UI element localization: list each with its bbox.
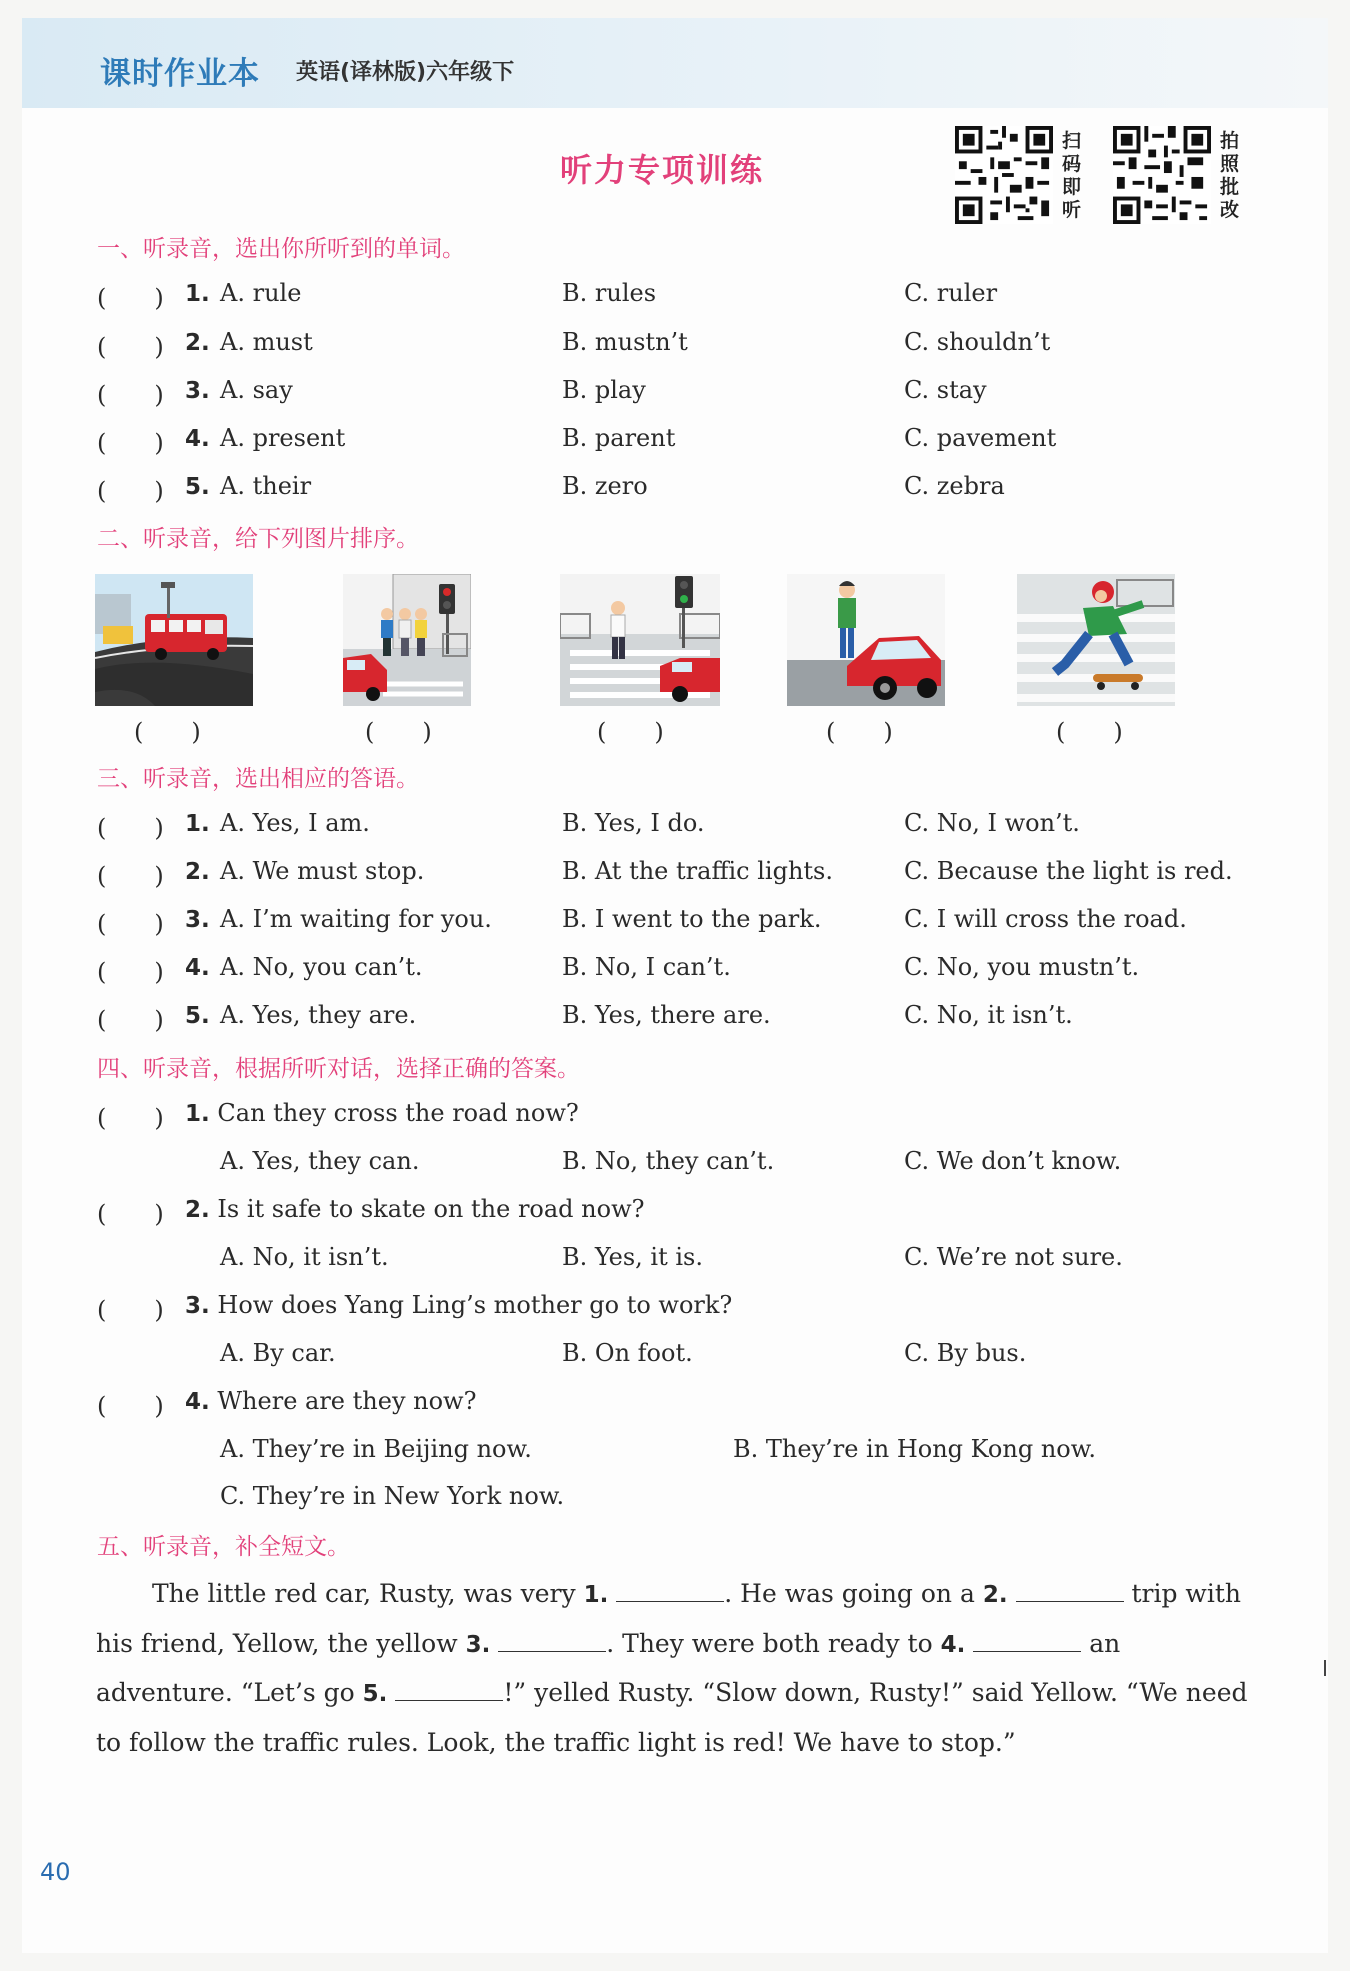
section-4-heading: 四、听录音，根据所听对话，选择正确的答案。 <box>97 1056 580 1082</box>
answer-paren[interactable]: ( ) <box>97 862 164 890</box>
option-a: A. Yes, they are. <box>220 1001 417 1029</box>
blank-3[interactable] <box>498 1629 606 1652</box>
question-number: 3. <box>185 1293 210 1319</box>
boy-and-car-picture <box>787 574 945 706</box>
option-a: A. We must stop. <box>220 857 425 885</box>
option-b: B. At the traffic lights. <box>562 857 833 885</box>
question-number: 2. <box>185 859 210 885</box>
blank-4[interactable] <box>973 1629 1081 1652</box>
bus-turning-picture <box>95 574 253 706</box>
picture-4-answer-paren[interactable]: ( ) <box>826 718 893 746</box>
answer-paren[interactable]: ( ) <box>97 333 164 361</box>
question-number: 3. <box>185 907 210 933</box>
option-a: A. must <box>220 328 313 356</box>
question-number: 1. <box>185 1101 210 1127</box>
scan-listen-qr-icon[interactable] <box>955 126 1053 224</box>
question-number: 4. <box>185 955 210 981</box>
blank-1[interactable] <box>616 1579 724 1602</box>
option-c: C. I will cross the road. <box>904 905 1187 933</box>
boy-crossing-picture <box>560 574 720 706</box>
picture-5-answer-paren[interactable]: ( ) <box>1056 718 1123 746</box>
question-number: 1. <box>185 811 210 837</box>
question-number: 5. <box>185 1003 210 1029</box>
option-b: B. Yes, there are. <box>562 1001 771 1029</box>
answer-paren[interactable]: ( ) <box>97 1200 164 1228</box>
option-a: A. Yes, they can. <box>220 1147 420 1175</box>
option-c: C. We don’t know. <box>904 1147 1122 1175</box>
blank-2[interactable] <box>1016 1579 1124 1602</box>
option-c: C. zebra <box>904 472 1005 500</box>
option-a: A. rule <box>220 279 302 307</box>
answer-paren[interactable]: ( ) <box>97 814 164 842</box>
question-text: Can they cross the road now? <box>217 1099 579 1127</box>
question-text: How does Yang Ling’s mother go to work? <box>217 1291 733 1319</box>
section-3-heading: 三、听录音，选出相应的答语。 <box>97 766 419 792</box>
answer-paren[interactable]: ( ) <box>97 429 164 457</box>
option-a: A. No, you can’t. <box>220 953 423 981</box>
option-a: A. No, it isn’t. <box>220 1243 389 1271</box>
option-c: C. pavement <box>904 424 1057 452</box>
answer-paren[interactable]: ( ) <box>97 910 164 938</box>
option-c: C. No, it isn’t. <box>904 1001 1073 1029</box>
option-c: C. ruler <box>904 279 998 307</box>
answer-paren[interactable]: ( ) <box>97 1296 164 1324</box>
option-a: A. They’re in Beijing now. <box>220 1435 532 1463</box>
option-c: C. By bus. <box>904 1339 1027 1367</box>
brand-title: 课时作业本 <box>100 56 260 92</box>
option-b: B. No, they can’t. <box>562 1147 775 1175</box>
answer-paren[interactable]: ( ) <box>97 958 164 986</box>
blank-5[interactable] <box>395 1678 503 1701</box>
option-b: B. No, I can’t. <box>562 953 731 981</box>
margin-mark <box>1324 1660 1326 1676</box>
book-subtitle: 英语(译林版)六年级下 <box>296 60 515 85</box>
section-5-heading: 五、听录音，补全短文。 <box>97 1534 350 1560</box>
option-a: A. By car. <box>220 1339 336 1367</box>
question-number: 2. <box>185 1197 210 1223</box>
option-c: C. They’re in New York now. <box>220 1482 565 1510</box>
option-c: C. We’re not sure. <box>904 1243 1123 1271</box>
question-text: Is it safe to skate on the road now? <box>217 1195 645 1223</box>
option-b: B. Yes, it is. <box>562 1243 703 1271</box>
option-c: C. stay <box>904 376 987 404</box>
option-b: B. rules <box>562 279 657 307</box>
option-a: A. Yes, I am. <box>220 809 370 837</box>
answer-paren[interactable]: ( ) <box>97 1104 164 1132</box>
question-number: 5. <box>185 474 210 500</box>
photo-grade-label: 拍 照 批 改 <box>1220 130 1240 221</box>
option-a: A. say <box>220 376 293 404</box>
option-b: B. parent <box>562 424 676 452</box>
scan-listen-label: 扫 码 即 听 <box>1062 130 1082 221</box>
picture-1-answer-paren[interactable]: ( ) <box>134 718 201 746</box>
option-b: B. play <box>562 376 646 404</box>
question-text: Where are they now? <box>217 1387 477 1415</box>
answer-paren[interactable]: ( ) <box>97 1006 164 1034</box>
option-c: C. No, you mustn’t. <box>904 953 1140 981</box>
question-number: 1. <box>185 281 210 307</box>
option-b: B. Yes, I do. <box>562 809 705 837</box>
question-number: 4. <box>185 1389 210 1415</box>
answer-paren[interactable]: ( ) <box>97 1392 164 1420</box>
cloze-passage: The little red car, Rusty, was very 1. . He was going on a 2. trip with his friend, Yellow, the yellow 3. . They were both ready to 4. an adventure. “Let’s go 5. !” yelled Rusty. “Slow down, Rusty!” said Yellow. “We need to follow the traffic rules. Look, the traffic light is red! We have to stop.” <box>96 1579 1248 1757</box>
question-number: 3. <box>185 378 210 404</box>
option-a: A. their <box>220 472 312 500</box>
option-a: A. present <box>220 424 346 452</box>
option-b: B. mustn’t <box>562 328 688 356</box>
option-c: C. No, I won’t. <box>904 809 1080 837</box>
question-number: 4. <box>185 426 210 452</box>
option-c: C. Because the light is red. <box>904 857 1233 885</box>
picture-3-answer-paren[interactable]: ( ) <box>597 718 664 746</box>
section-2-heading: 二、听录音，给下列图片排序。 <box>97 526 419 552</box>
photo-grade-qr-icon[interactable] <box>1113 126 1211 224</box>
picture-2-answer-paren[interactable]: ( ) <box>365 718 432 746</box>
answer-paren[interactable]: ( ) <box>97 381 164 409</box>
page-title: 听力专项训练 <box>560 151 765 189</box>
answer-paren[interactable]: ( ) <box>97 477 164 505</box>
option-b: B. zero <box>562 472 648 500</box>
section-1-heading: 一、听录音，选出你所听到的单词。 <box>97 236 465 262</box>
children-waiting-picture <box>343 574 471 706</box>
option-b: B. On foot. <box>562 1339 693 1367</box>
option-c: C. shouldn’t <box>904 328 1051 356</box>
page-number: 40 <box>40 1858 71 1886</box>
answer-paren[interactable]: ( ) <box>97 284 164 312</box>
skateboarder-picture <box>1017 574 1175 706</box>
option-b: B. They’re in Hong Kong now. <box>733 1435 1097 1463</box>
option-b: B. I went to the park. <box>562 905 822 933</box>
question-number: 2. <box>185 330 210 356</box>
option-a: A. I’m waiting for you. <box>220 905 492 933</box>
